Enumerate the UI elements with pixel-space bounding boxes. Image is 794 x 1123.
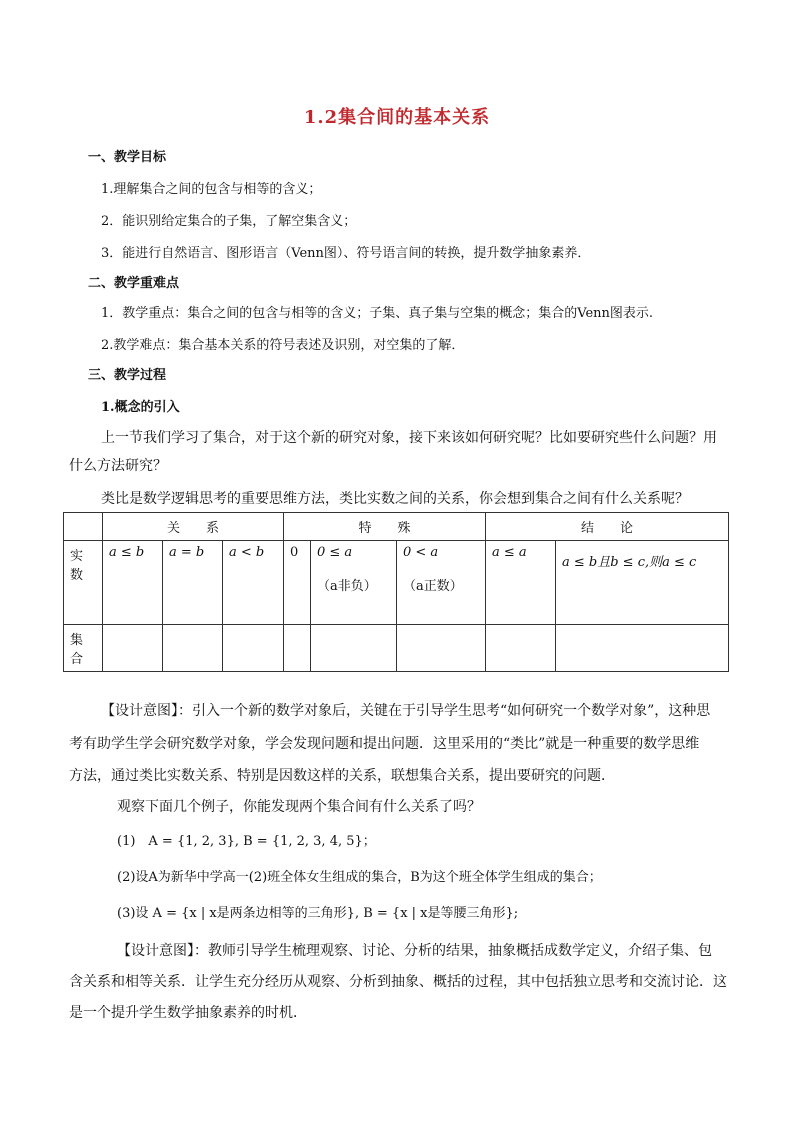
header-conclusion: 结 论 bbox=[486, 513, 729, 541]
example-3: (3)设 A = {x | x是两条边相等的三角形}, B = {x | x是等腰三角形}; bbox=[117, 906, 519, 921]
paragraph-line: 上一节我们学习了集合，对于这个新的研究对象，接下来该如何研究呢？比如要研究些什么问题？用 bbox=[101, 430, 717, 446]
subsection-heading: 1.概念的引入 bbox=[101, 400, 180, 415]
section-heading-process: 三、教学过程 bbox=[88, 368, 167, 383]
goal-item-1: 1.理解集合之间的包含与相等的含义； bbox=[101, 182, 322, 197]
paragraph-line: 类比是数学逻辑思考的重要思维方法，类比实数之间的关系，你会想到集合之间有什么关系呢？ bbox=[101, 491, 689, 507]
design-note-1-line: 考有助学生学会研究数学对象，学会发现问题和提出问题．这里采用的“类比”就是一种重要的数学思维 bbox=[69, 736, 700, 752]
design-note-1-line: 方法，通过类比实数关系、特别是因数这样的关系，联想集合关系，提出要研究的问题． bbox=[69, 768, 615, 784]
table-cell: 0 ≤ a （a非负） bbox=[311, 541, 397, 625]
table-cell: 0 < a （a正数） bbox=[397, 541, 486, 625]
row-label-real: 实 数 bbox=[64, 541, 103, 625]
page-title: 1.2集合间的基本关系 bbox=[303, 107, 491, 128]
paragraph-line: 什么方法研究？ bbox=[69, 458, 167, 474]
table-cell: a ≤ b且b ≤ c,则a ≤ c bbox=[556, 541, 729, 625]
design-note-2-line: 是一个提升学生数学抽象素养的时机． bbox=[69, 1005, 307, 1021]
table-cell: a ≤ a bbox=[486, 541, 556, 625]
goal-item-3: 3．能进行自然语言、图形语言（Venn图）、符号语言间的转换，提升数学抽象素养． bbox=[101, 246, 591, 261]
design-note-2-line: 【设计意图】：教师引导学生梳理观察、讨论、分析的结果，抽象概括成数学定义，介绍子集、包 bbox=[117, 943, 712, 959]
table-cell: a = b bbox=[163, 541, 223, 625]
row-label-sets: 集 合 bbox=[64, 625, 103, 672]
goal-item-2: 2．能识别给定集合的子集，了解空集含义； bbox=[101, 214, 357, 229]
header-relation: 关 系 bbox=[103, 513, 284, 541]
example-1: (1) A = {1, 2, 3}, B = {1, 2, 3, 4, 5}； bbox=[117, 834, 376, 849]
section-heading-goals: 一、教学目标 bbox=[88, 150, 167, 165]
table-cell: a ≤ b bbox=[103, 541, 163, 625]
keypoint-item-2: 2.教学难点：集合基本关系的符号表述及识别，对空集的了解． bbox=[101, 338, 465, 353]
example-2: (2)设A为新华中学高一(2)班全体女生组成的集合，B为这个班全体学生组成的集合； bbox=[117, 870, 602, 885]
table-cell: a < b bbox=[223, 541, 284, 625]
examples-intro: 观察下面几个例子，你能发现两个集合间有什么关系了吗？ bbox=[117, 799, 481, 815]
comparison-table bbox=[63, 512, 729, 672]
header-special: 特 殊 bbox=[284, 513, 486, 541]
table-cell: 0 bbox=[284, 541, 311, 625]
design-note-2-line: 含关系和相等关系．让学生充分经历从观察、分析到抽象、概括的过程，其中包括独立思考和交流讨论．这 bbox=[69, 974, 727, 990]
design-note-1-line: 【设计意图】：引入一个新的数学对象后，关键在于引导学生思考“如何研究一个数学对象”，这种思 bbox=[101, 703, 711, 719]
keypoint-item-1: 1．教学重点：集合之间的包含与相等的含义；子集、真子集与空集的概念；集合的Venn图表示. bbox=[101, 306, 654, 321]
section-heading-keypoints: 二、教学重难点 bbox=[88, 276, 180, 291]
